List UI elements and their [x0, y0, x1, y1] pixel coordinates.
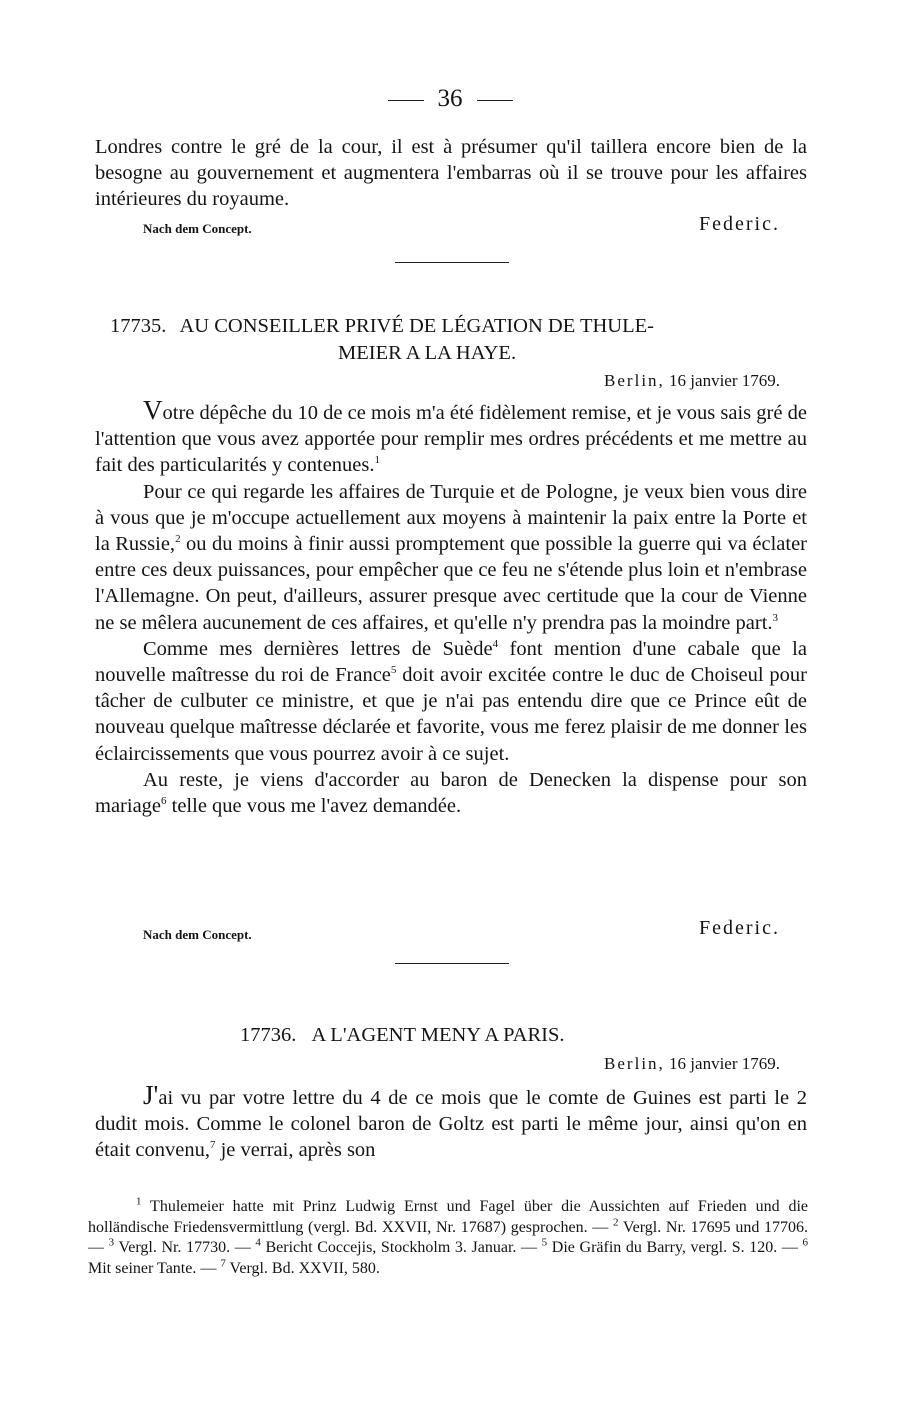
continuation-paragraph: Londres contre le gré de la cour, il est à présumer qu'il taillera encore bien de la besogne au gouvernement et augmentera l'embarras où il se trouve pour les affaires intérieures du royaume. — [95, 136, 807, 211]
letter-1-signature: Federic. — [699, 917, 780, 939]
footnote-ref-2: 2 — [175, 533, 181, 546]
continuation-signature: Federic. — [699, 213, 780, 235]
footnote-5: Die Gräfin du Barry, vergl. S. 120. — — [547, 1239, 803, 1256]
letter-1-place: Berlin, — [604, 371, 665, 390]
continuation-text-block — [95, 134, 807, 213]
page-number — [0, 84, 900, 114]
footnote-ref-7: 7 — [209, 1139, 216, 1152]
letter-2-paragraph-1 — [95, 1082, 807, 1164]
letter-1-paragraph-3-text-a: Comme mes dernières lettres de Suède — [143, 637, 493, 660]
letter-1-recipient: AU CONSEILLER PRIVÉ DE LÉGATION DE THULE- — [179, 315, 654, 337]
letter-2-number: 17736. — [240, 1024, 297, 1046]
letter-2-recipient: A L'AGENT MENY A PARIS. — [311, 1024, 565, 1046]
footnote-mark-6: 6 — [802, 1236, 809, 1249]
footnote-3: Vergl. Nr. 17730. — — [114, 1239, 256, 1256]
letter-1-paragraph-2-text-b: ou du moins à finir aussi promptement que possible la guerre qui va éclater entre ces deux puissances, pour empêcher que ce feu ne s'étende plus loin et n'embrase l'Allemagne. On peut, d'ailleurs, assurer presque avec certitude que la cour de Vienne ne se mêlera aucunement de ces affaires, et qu'elle n'y prendra pas la moindre part. — [95, 533, 807, 634]
letter-2-date: 16 janvier 1769. — [669, 1054, 780, 1073]
page-number-value: 36 — [437, 85, 463, 112]
page-number-dash-right — [477, 100, 513, 101]
footnotes — [88, 1197, 808, 1279]
footnote-mark-2: 2 — [612, 1216, 619, 1229]
footnote-2: Vergl. Nr. 17695 und 17706. — — [88, 1218, 809, 1256]
footnote-mark-7: 7 — [220, 1257, 226, 1270]
letter-2-heading — [240, 1022, 564, 1048]
footnote-7: Vergl. Bd. XXVII, 580. — [225, 1259, 380, 1277]
letter-2-body — [95, 1082, 807, 1164]
footnote-ref-4: 4 — [492, 638, 499, 650]
letter-2-dateline — [604, 1054, 780, 1074]
section-divider-2 — [395, 963, 509, 964]
letter-2-paragraph-1-text-a: J'ai vu par votre lettre du 4 de ce mois que le comte de Guines est parti le 2 dudit mois. Comme le colonel baron de Goltz est parti le même jour, ainsi qu'on en était convenu, — [95, 1080, 807, 1162]
letter-2-paragraph-1-text-b: je verrai, après son — [215, 1139, 376, 1162]
letter-1-number: 17735. — [110, 315, 167, 337]
footnote-ref-5: 5 — [390, 664, 397, 677]
footnote-mark-5: 5 — [541, 1236, 548, 1249]
letter-1-paragraph-3-text-b: font mention d'une cabale que la nouvelle maîtresse du roi de France — [95, 637, 807, 687]
letter-1-source-note: Nach dem Concept. — [143, 927, 252, 942]
footnote-ref-1: 1 — [374, 454, 380, 467]
letter-1-heading-line-2: MEIER A LA HAYE. — [338, 342, 517, 364]
footnote-4: Bericht Coccejis, Stockholm 3. Januar. — — [260, 1239, 542, 1256]
letter-1-heading-line-1 — [110, 313, 654, 339]
letter-1-paragraph-4 — [95, 767, 807, 819]
footnote-1: Thulemeier hatte mit Prinz Ludwig Ernst und Fagel über die Aussichten auf Frieden und die holländische Friedensvermittlung (vergl. Bd. XXVII, Nr. 17687) gesprochen. — — [88, 1198, 808, 1236]
section-divider-1 — [395, 262, 509, 263]
letter-1-paragraph-4-text-b: telle que vous me l'avez demandée. — [166, 795, 462, 818]
letter-1-paragraph-3-text-c: doit avoir excitée contre le duc de Choiseul pour tâcher de culbuter ce ministre, et que je n'ai pas entendu dire que ce Prince eût de nouveau quelque maîtresse déclarée et favorite, vous me ferez plaisir de me donner les éclaircissements que vous pourrez avoir à ce sujet. — [95, 664, 807, 765]
continuation-source-note: Nach dem Concept. — [143, 221, 252, 236]
letter-1-paragraph-2-text-a: Pour ce qui regarde les affaires de Turquie et de Pologne, je veux bien vous dire à vous que je m'occupe actuellement aux moyens à maintenir la paix entre la Porte et la Russie, — [95, 480, 807, 556]
letter-1-paragraph-3 — [95, 636, 807, 767]
letter-1-paragraph-1 — [95, 397, 807, 479]
letter-2-place: Berlin, — [604, 1054, 665, 1073]
footnotes-paragraph — [88, 1197, 808, 1279]
page-number-dash-left — [388, 100, 424, 101]
letter-1-body — [95, 397, 807, 819]
footnote-mark-1: 1 — [136, 1195, 142, 1208]
footnote-6: Mit seiner Tante. — — [88, 1259, 221, 1277]
footnote-mark-3: 3 — [108, 1236, 115, 1249]
footnote-ref-3: 3 — [772, 611, 779, 624]
letter-1-paragraph-4-text-a: Au reste, je viens d'accorder au baron de Denecken la dispense pour son mariage — [95, 768, 807, 818]
letter-1-paragraph-1-text: Votre dépêche du 10 de ce mois m'a été fidèlement remise, et je vous sais gré de l'attention que vous avez apportée pour remplir mes ordres précédents et me mettre au fait des particularités y contenues. — [95, 395, 807, 477]
footnote-ref-6: 6 — [161, 795, 167, 808]
footnote-mark-4: 4 — [255, 1236, 261, 1249]
letter-1-paragraph-2 — [95, 479, 807, 636]
letter-1-date: 16 janvier 1769. — [669, 371, 780, 390]
letter-1-dateline — [604, 371, 780, 391]
